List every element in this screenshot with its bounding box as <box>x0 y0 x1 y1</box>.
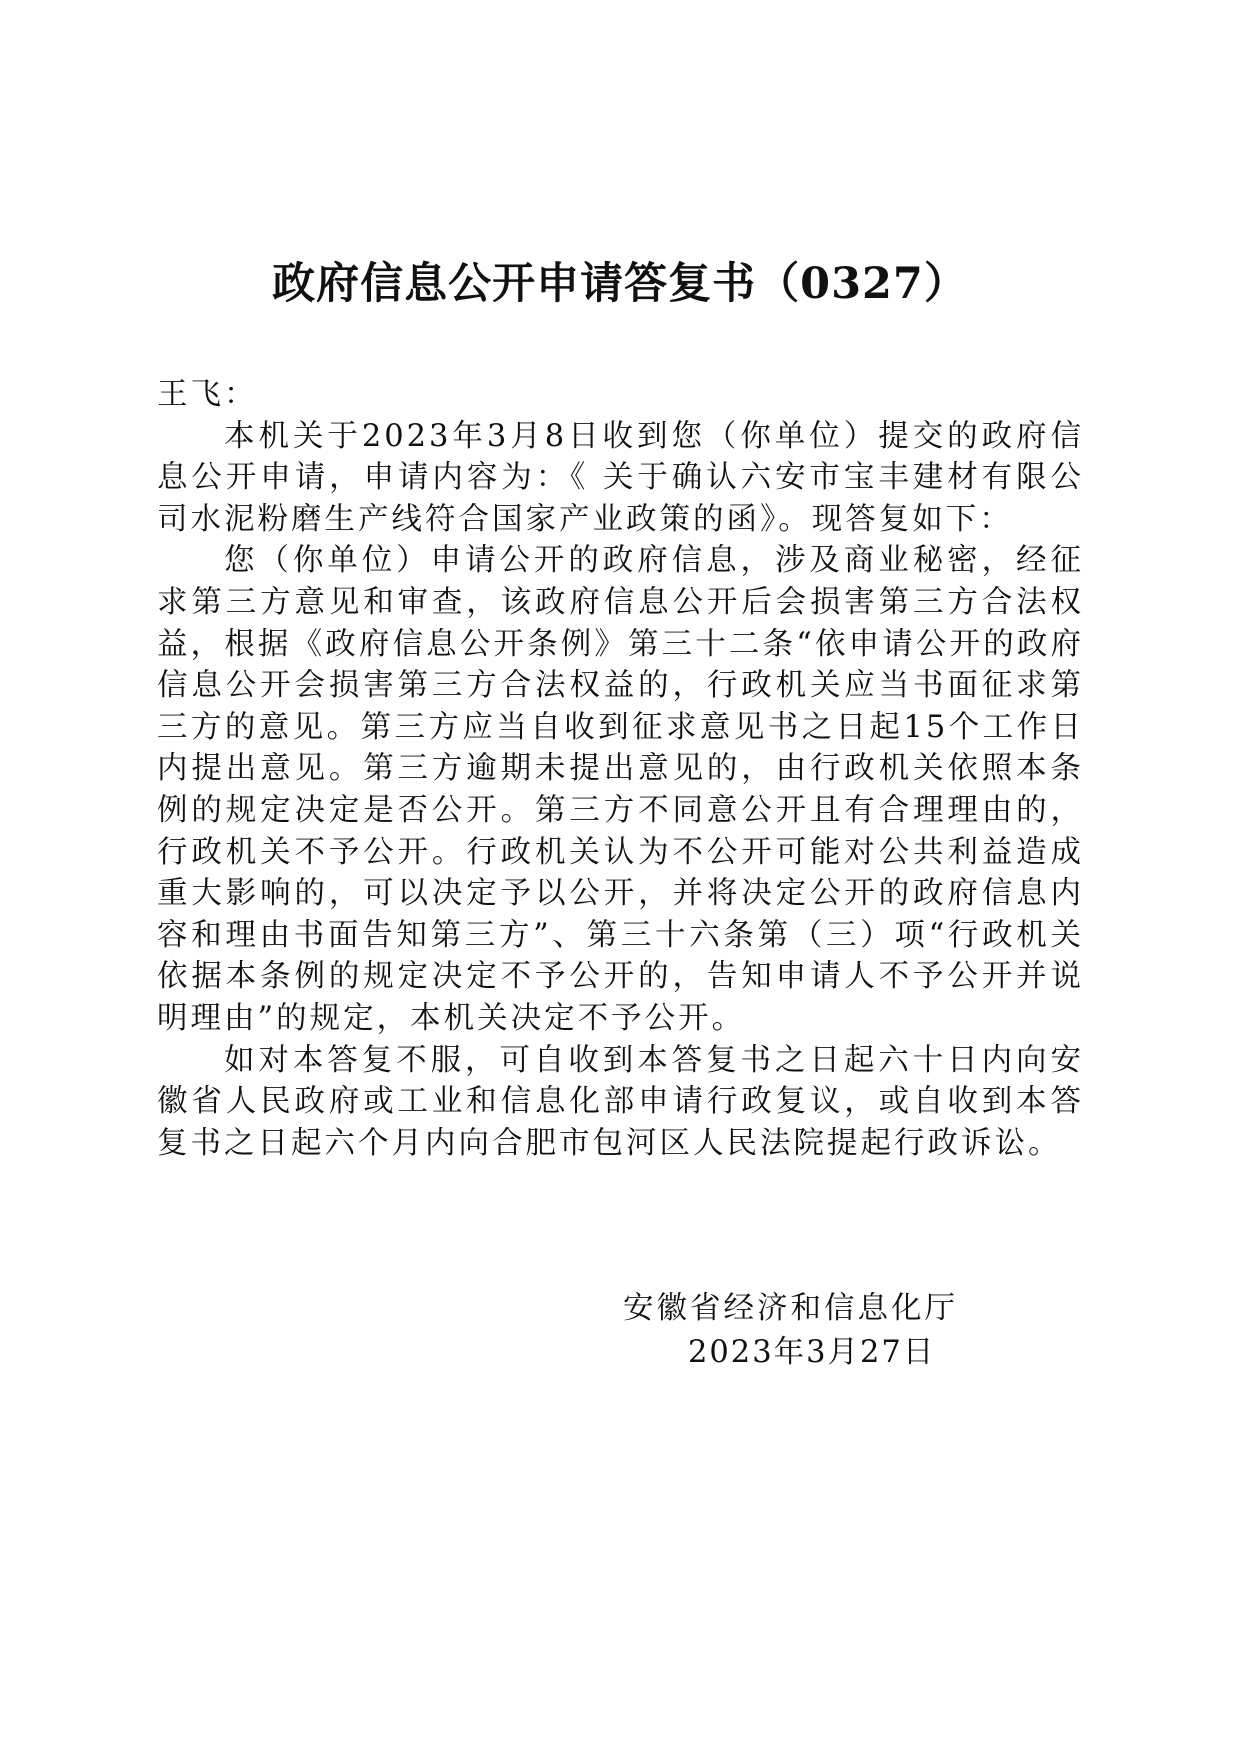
paragraph-decision: 您（你单位）申请公开的政府信息，涉及商业秘密，经征求第三方意见和审查，该政府信息公开后会损害第三方合法权益，根据《政府信息公开条例》第三十二条“依申请公开的政府信息公开会损害第三方合法权益的，行政机关应当书面征求第三方的意见。第三方应当自收到征求意见书之日起15个工作日内提出意见。第三方逾期未提出意见的，由行政机关依照本条例的规定决定是否公开。第三方不同意公开且有合理理由的，行政机关不予公开。行政机关认为不公开可能对公共利益造成重大影响的，可以决定予以公开，并将决定公开的政府信息内容和理由书面告知第三方”、第三十六条第（三）项“行政机关依据本条例的规定决定不予公开的，告知申请人不予公开并说明理由”的规定，本机关决定不予公开。 <box>157 543 1084 1036</box>
signature-organization: 安徽省经济和信息化厅 <box>623 1291 958 1326</box>
document-body <box>157 374 1084 1164</box>
document-title: 政府信息公开申请答复书（0327） <box>272 259 968 309</box>
signature-date: 2023年3月27日 <box>688 1335 936 1370</box>
paragraph-request-received: 本机关于2023年3月8日收到您（你单位）提交的政府信息公开申请，申请内容为：《 关于确认六安市宝丰建材有限公司水泥粉磨生产线符合国家产业政策的函》。现答复如下： <box>157 418 1084 537</box>
paragraph-appeal-rights: 如对本答复不服，可自收到本答复书之日起六十日内向安徽省人民政府或工业和信息化部申请行政复议，或自收到本答复书之日起六个月内向合肥市包河区人民法院提起行政诉讼。 <box>157 1042 1084 1161</box>
salutation: 王飞： <box>157 377 258 412</box>
